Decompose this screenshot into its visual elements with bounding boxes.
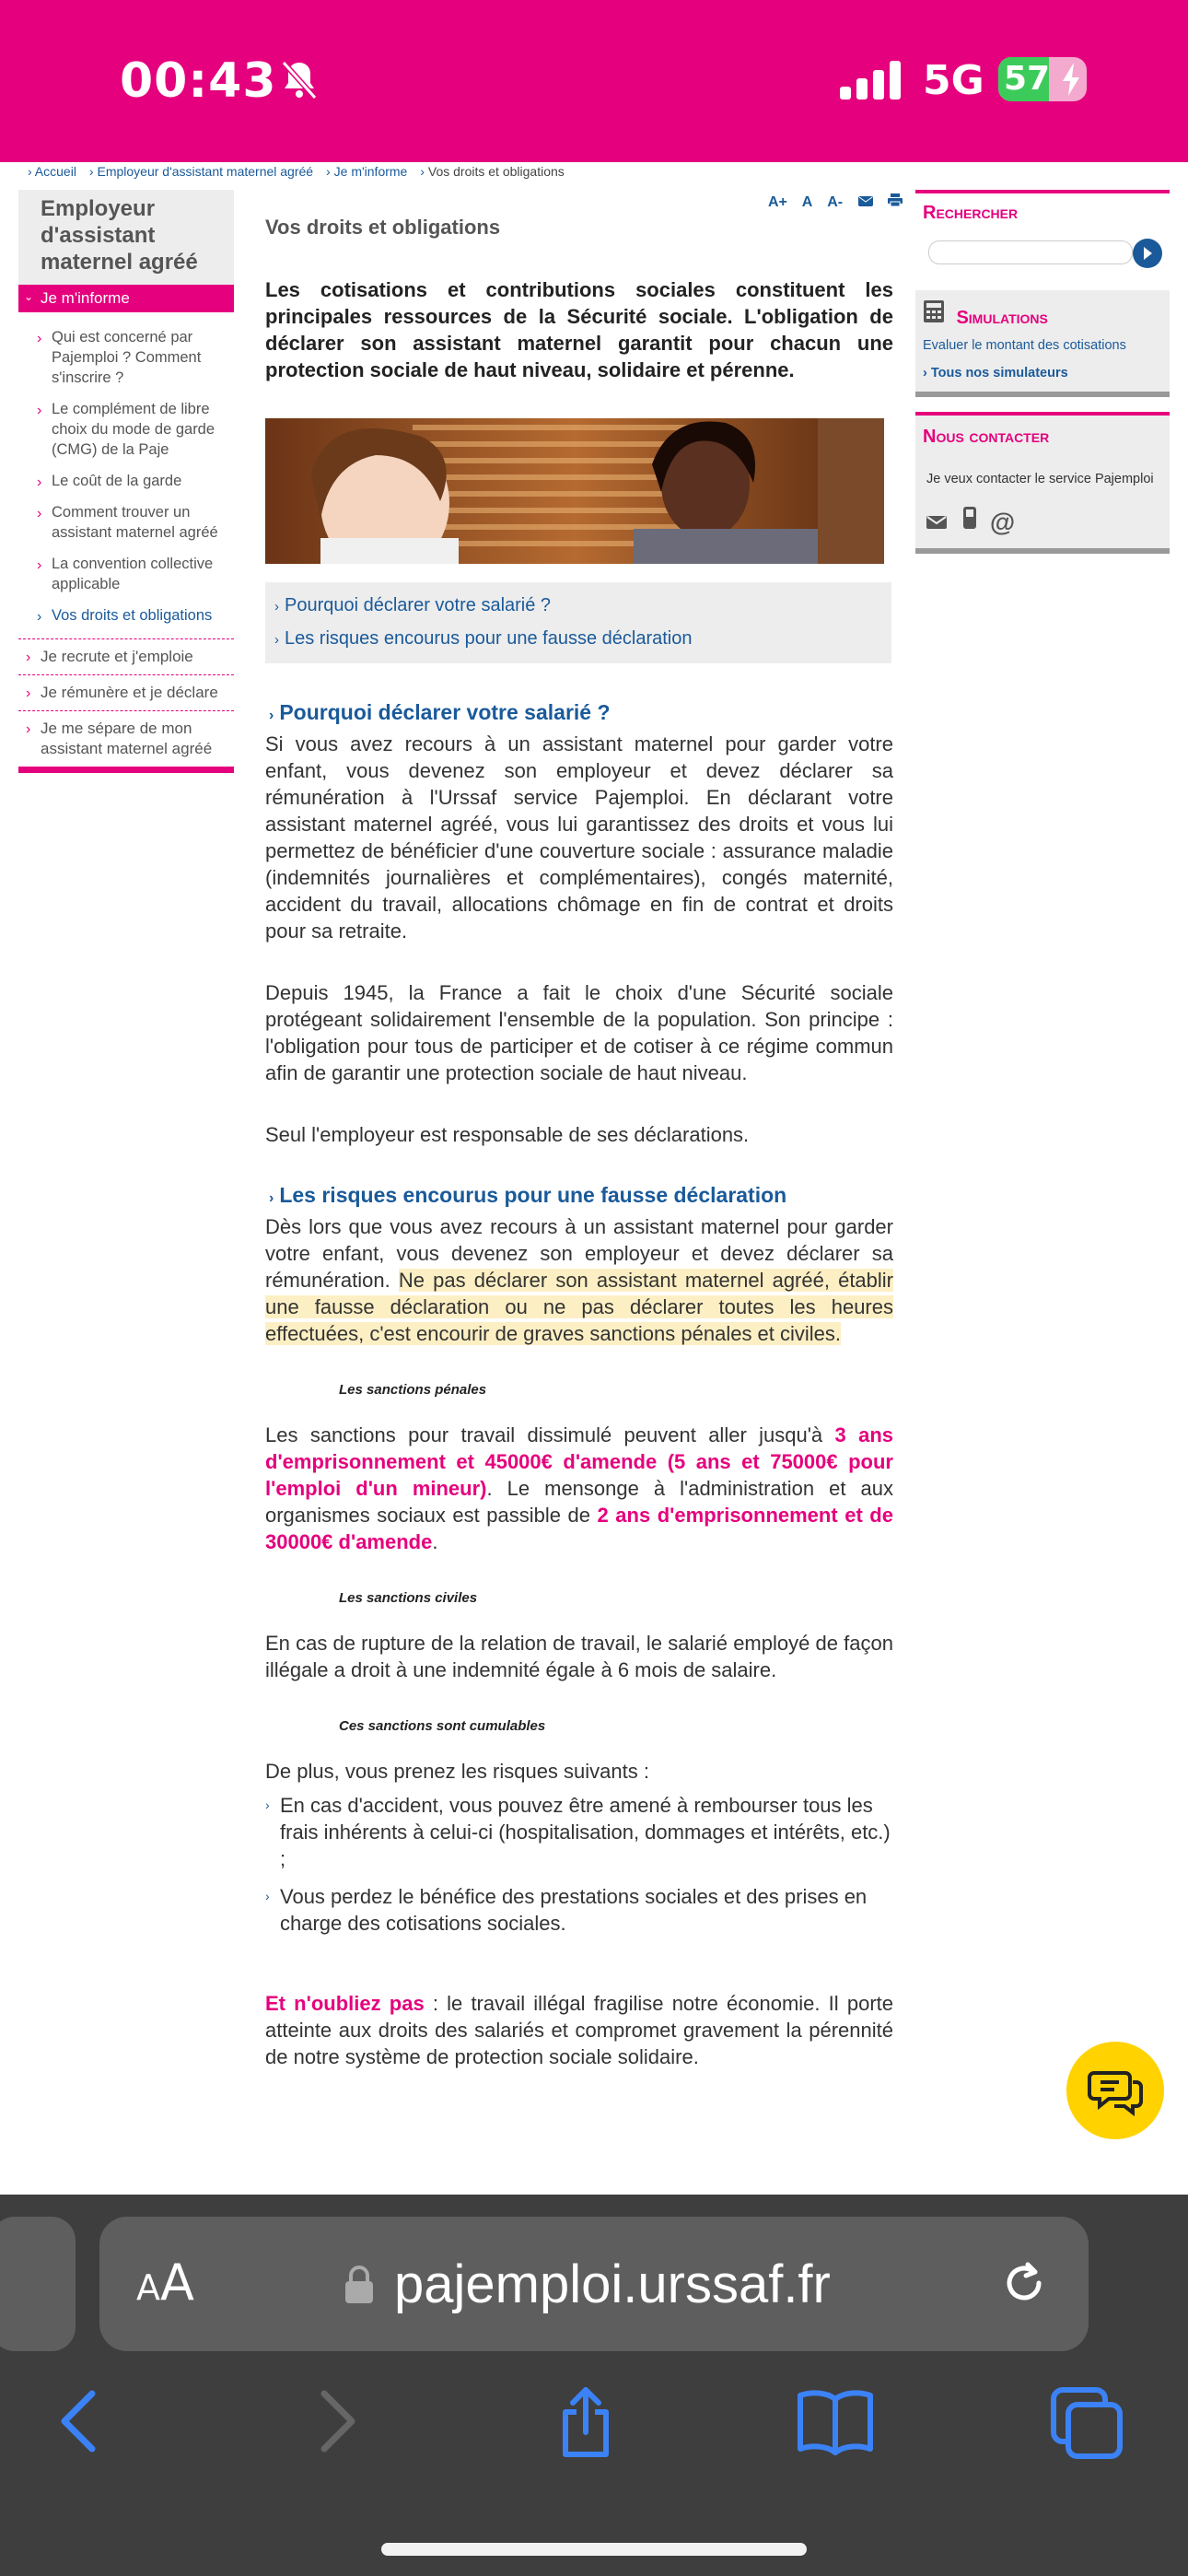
risk-list [265,1792,893,1937]
intro-text: Les cotisations et contributions sociales constituent les principales ressources de la Sécurité sociale. L'obligation de déclarer son assistant maternel garantit pour chacun une protection sociale de haut niveau, solidaire et pérenne. [265,278,893,381]
chevron-right-icon: › [923,366,931,381]
list-item-text: Vous perdez le bénéfice des prestations sociales et des prises en charge des cotisations sociales. [280,1885,868,1935]
chevron-right-icon: › [26,721,31,737]
nav-subitem-label: Le complément de libre choix du mode de garde (CMG) de la Paje [52,401,215,458]
contact-text: Je veux contacter le service Pajemploi [926,472,1154,486]
at-icon[interactable]: @ [989,508,1016,536]
simulations-header [923,299,1162,329]
search-submit-button[interactable] [1133,239,1162,268]
previous-tab-preview[interactable] [0,2217,76,2351]
font-decrease-button[interactable]: A- [827,194,844,210]
paragraph: Si vous avez recours à un assistant maternel pour garder votre enfant, vous devenez son employeur et devez déclarer sa rémunération à l'Urssaf service Pajemploi. En déclarant votre assistant maternel agréé, vous lui garantissez des droits et vous lui permettez de bénéficier d'une couverture sociale : assurance maladie (indemnités journalières et complémentaires), congés maternité, accident du travail, allocations chômage en fin de contrat et droits pour sa retraite. [265,732,893,943]
anchor-label: Pourquoi déclarer votre salarié ? [285,595,552,615]
nav-title: Employeur d'assistant maternel agréé [18,190,234,285]
nav-item-label: Je rémunère et je déclare [41,684,218,701]
chat-icon [1066,2042,1164,2139]
chevron-right-icon: › [265,1797,270,1812]
chevron-right-icon: › [37,403,42,418]
chevron-right-icon: › [325,164,331,179]
subheading-penales: Les sanctions pénales [339,1382,487,1398]
paragraph [265,1213,893,1347]
paragraph: Depuis 1945, la France a fait le choix d'une Sécurité sociale protégeant solidairement l'ensemble de la population. Son principe : l'obligation pour tous de participer et de cotiser à ce régime commun afin de garantir une protection sociale de haut niveau. [265,981,893,1084]
clock: 00:43 [120,53,277,109]
anchor-pourquoi[interactable] [274,590,882,623]
phone-icon[interactable] [961,519,978,534]
search-heading: Rechercher [923,203,1019,223]
chevron-right-icon: › [269,708,274,723]
breadcrumb-employeur[interactable]: Employeur d'assistant maternel agréé [97,164,314,179]
breadcrumb-accueil[interactable]: Accueil [34,164,76,179]
chat-button[interactable] [1066,2042,1164,2139]
heading-text: Les risques encourus pour une fausse déclaration [279,1183,787,1207]
list-item-text: En cas d'accident, vous pouvez être amené à rembourser tous les frais inhérents à celui-ci (hospitalisation, dommages et intérêts, etc.) ; [280,1794,891,1870]
chevron-right-icon: › [37,331,42,346]
section-heading-risques [265,1183,893,1208]
paragraph: Seul l'employeur est responsable de ses déclarations. [265,1123,750,1146]
reader-settings-button[interactable] [136,2254,194,2312]
chevron-right-icon: › [269,1190,274,1206]
nav-subitem-trouver[interactable] [18,497,234,548]
bolt-icon [1061,63,1081,100]
text: Dès lors que vous avez recours à un assistant maternel pour garder votre enfant, vous devenez son employeur et devez déclarer sa rémunération. [265,1215,893,1292]
signal-icon [840,61,904,104]
bookmarks-icon[interactable] [796,2386,875,2461]
battery-indicator [998,57,1087,101]
anchor-links [265,582,891,663]
home-indicator [381,2543,807,2556]
emphasis-text: 2 ans d'emprisonnement et de 30000€ d'amende [265,1504,893,1553]
nav-subitem-droits[interactable] [18,600,234,631]
chevron-down-icon: ⌄ [24,290,34,303]
nav-item-recrute[interactable] [18,638,234,674]
lock-icon [343,2265,376,2310]
link-label: Tous nos simulateurs [930,366,1068,381]
reload-icon[interactable] [998,2257,1050,2313]
nav-item-label: Je me sépare de mon assistant maternel agréé [41,720,213,757]
mail-icon[interactable] [926,519,949,534]
text: : le travail illégal fragilise notre économie. Il porte atteinte aux droits des salariés et compromet gravement la pérennité de notre système de protection sociale solidaire. [265,1992,893,2068]
nav-item-remunere[interactable] [18,674,234,710]
contact-heading: Nous contacter [923,427,1050,447]
nav-subitem-cout[interactable] [18,465,234,497]
paragraph [265,1422,893,1555]
paragraph: En cas de rupture de la relation de travail, le salarié employé de façon illégale a droit à une indemnité égale à 6 mois de salaire. [265,1632,893,1681]
chevron-right-icon: › [37,474,42,490]
back-icon[interactable] [53,2386,105,2461]
emphasis-text: 3 ans d'emprisonnement et 45000€ d'amende (5 ans et 75000€ pour l'emploi d'un mineur) [265,1423,893,1500]
nav-subitem-convention[interactable] [18,548,234,600]
calculator-icon [923,311,945,327]
search-row [923,239,1162,266]
nav-item-je-minforme[interactable] [18,285,234,312]
forward-icon[interactable] [311,2386,363,2461]
search-input[interactable] [928,240,1133,264]
right-column [915,190,1170,554]
aa-small: A [136,2267,160,2308]
breadcrumb [28,164,565,179]
search-box [915,190,1170,277]
section-heading-pourquoi [265,700,893,725]
url-text[interactable]: pajemploi.urssaf.fr [394,2254,831,2314]
breadcrumb-je-minforme[interactable]: Je m'informe [333,164,408,179]
main-content [265,203,893,2105]
all-simulators-link[interactable] [923,366,1162,381]
chevron-right-icon: › [37,506,42,521]
nav-subitem-cmg[interactable] [18,393,234,465]
nav-item-label: Je m'informe [41,289,130,307]
battery-level: 57 [1004,60,1051,98]
text: Les sanctions pour travail dissimulé peuvent aller jusqu'à [265,1423,835,1446]
subheading-civiles: Les sanctions civiles [339,1590,478,1606]
emphasis-text: Et n'oubliez pas [265,1992,425,2015]
nav-subitem-label: Vos droits et obligations [52,607,213,624]
network-type: 5G [923,57,984,104]
anchor-risques[interactable] [274,623,882,656]
simulations-heading: Simulations [956,308,1048,328]
chevron-right-icon: › [274,632,279,648]
nav-subitem-label: Le coût de la garde [52,473,182,489]
heading-text: Pourquoi déclarer votre salarié ? [279,700,611,724]
nav-subitem-label: Qui est concerné par Pajemploi ? Comment s'inscrire ? [52,329,202,386]
font-increase-button[interactable]: A+ [768,194,787,210]
chevron-right-icon: › [265,1889,270,1903]
anchor-label: Les risques encourus pour une fausse déclaration [285,628,693,649]
nav-item-label: Je recrute et j'emploie [41,648,193,665]
list-item [265,1883,893,1937]
contact-box [915,412,1170,554]
nav-divider [18,767,234,773]
nav-item-separe[interactable] [18,710,234,767]
tabs-icon[interactable] [1050,2386,1125,2465]
chevron-right-icon: › [88,164,94,179]
chevron-right-icon: › [37,609,42,625]
chevron-right-icon: › [274,599,279,615]
page-title: Vos droits et obligations [265,216,501,239]
contact-icons [926,505,1162,537]
text: . [432,1530,438,1553]
header-photo [265,418,884,564]
paragraph [265,1990,893,2070]
font-reset-button[interactable]: A [801,194,813,210]
evaluate-contributions-link[interactable]: Evaluer le montant des cotisations [923,338,1126,353]
chevron-right-icon: › [26,650,31,665]
chevron-right-icon: › [28,164,32,179]
share-icon[interactable] [553,2386,619,2465]
bell-slash-icon [276,57,322,108]
text: . Le mensonge à l'administration et aux organismes sociaux est passible de [265,1477,894,1527]
nav-subitem-label: La convention collective applicable [52,556,214,592]
highlighted-text: Ne pas déclarer son assistant maternel agréé, établir une fausse déclaration ou ne pas déclarer toutes les heures effectuées, c'est encourir de graves sanctions pénales et civiles. [265,1269,894,1345]
chevron-right-icon: › [26,685,31,701]
nav-subitem-inscrire[interactable] [18,322,234,393]
subheading-cumulables: Ces sanctions sont cumulables [339,1718,546,1734]
breadcrumb-current: Vos droits et obligations [427,164,565,179]
nav-subitem-label: Comment trouver un assistant maternel agréé [52,504,218,541]
left-nav [18,190,234,773]
chevron-right-icon: › [420,164,425,179]
paragraph: De plus, vous prenez les risques suivants : [265,1760,649,1783]
aa-big: A [160,2254,194,2312]
simulations-box [915,290,1170,397]
chevron-right-icon: › [37,557,42,573]
list-item [265,1792,893,1872]
